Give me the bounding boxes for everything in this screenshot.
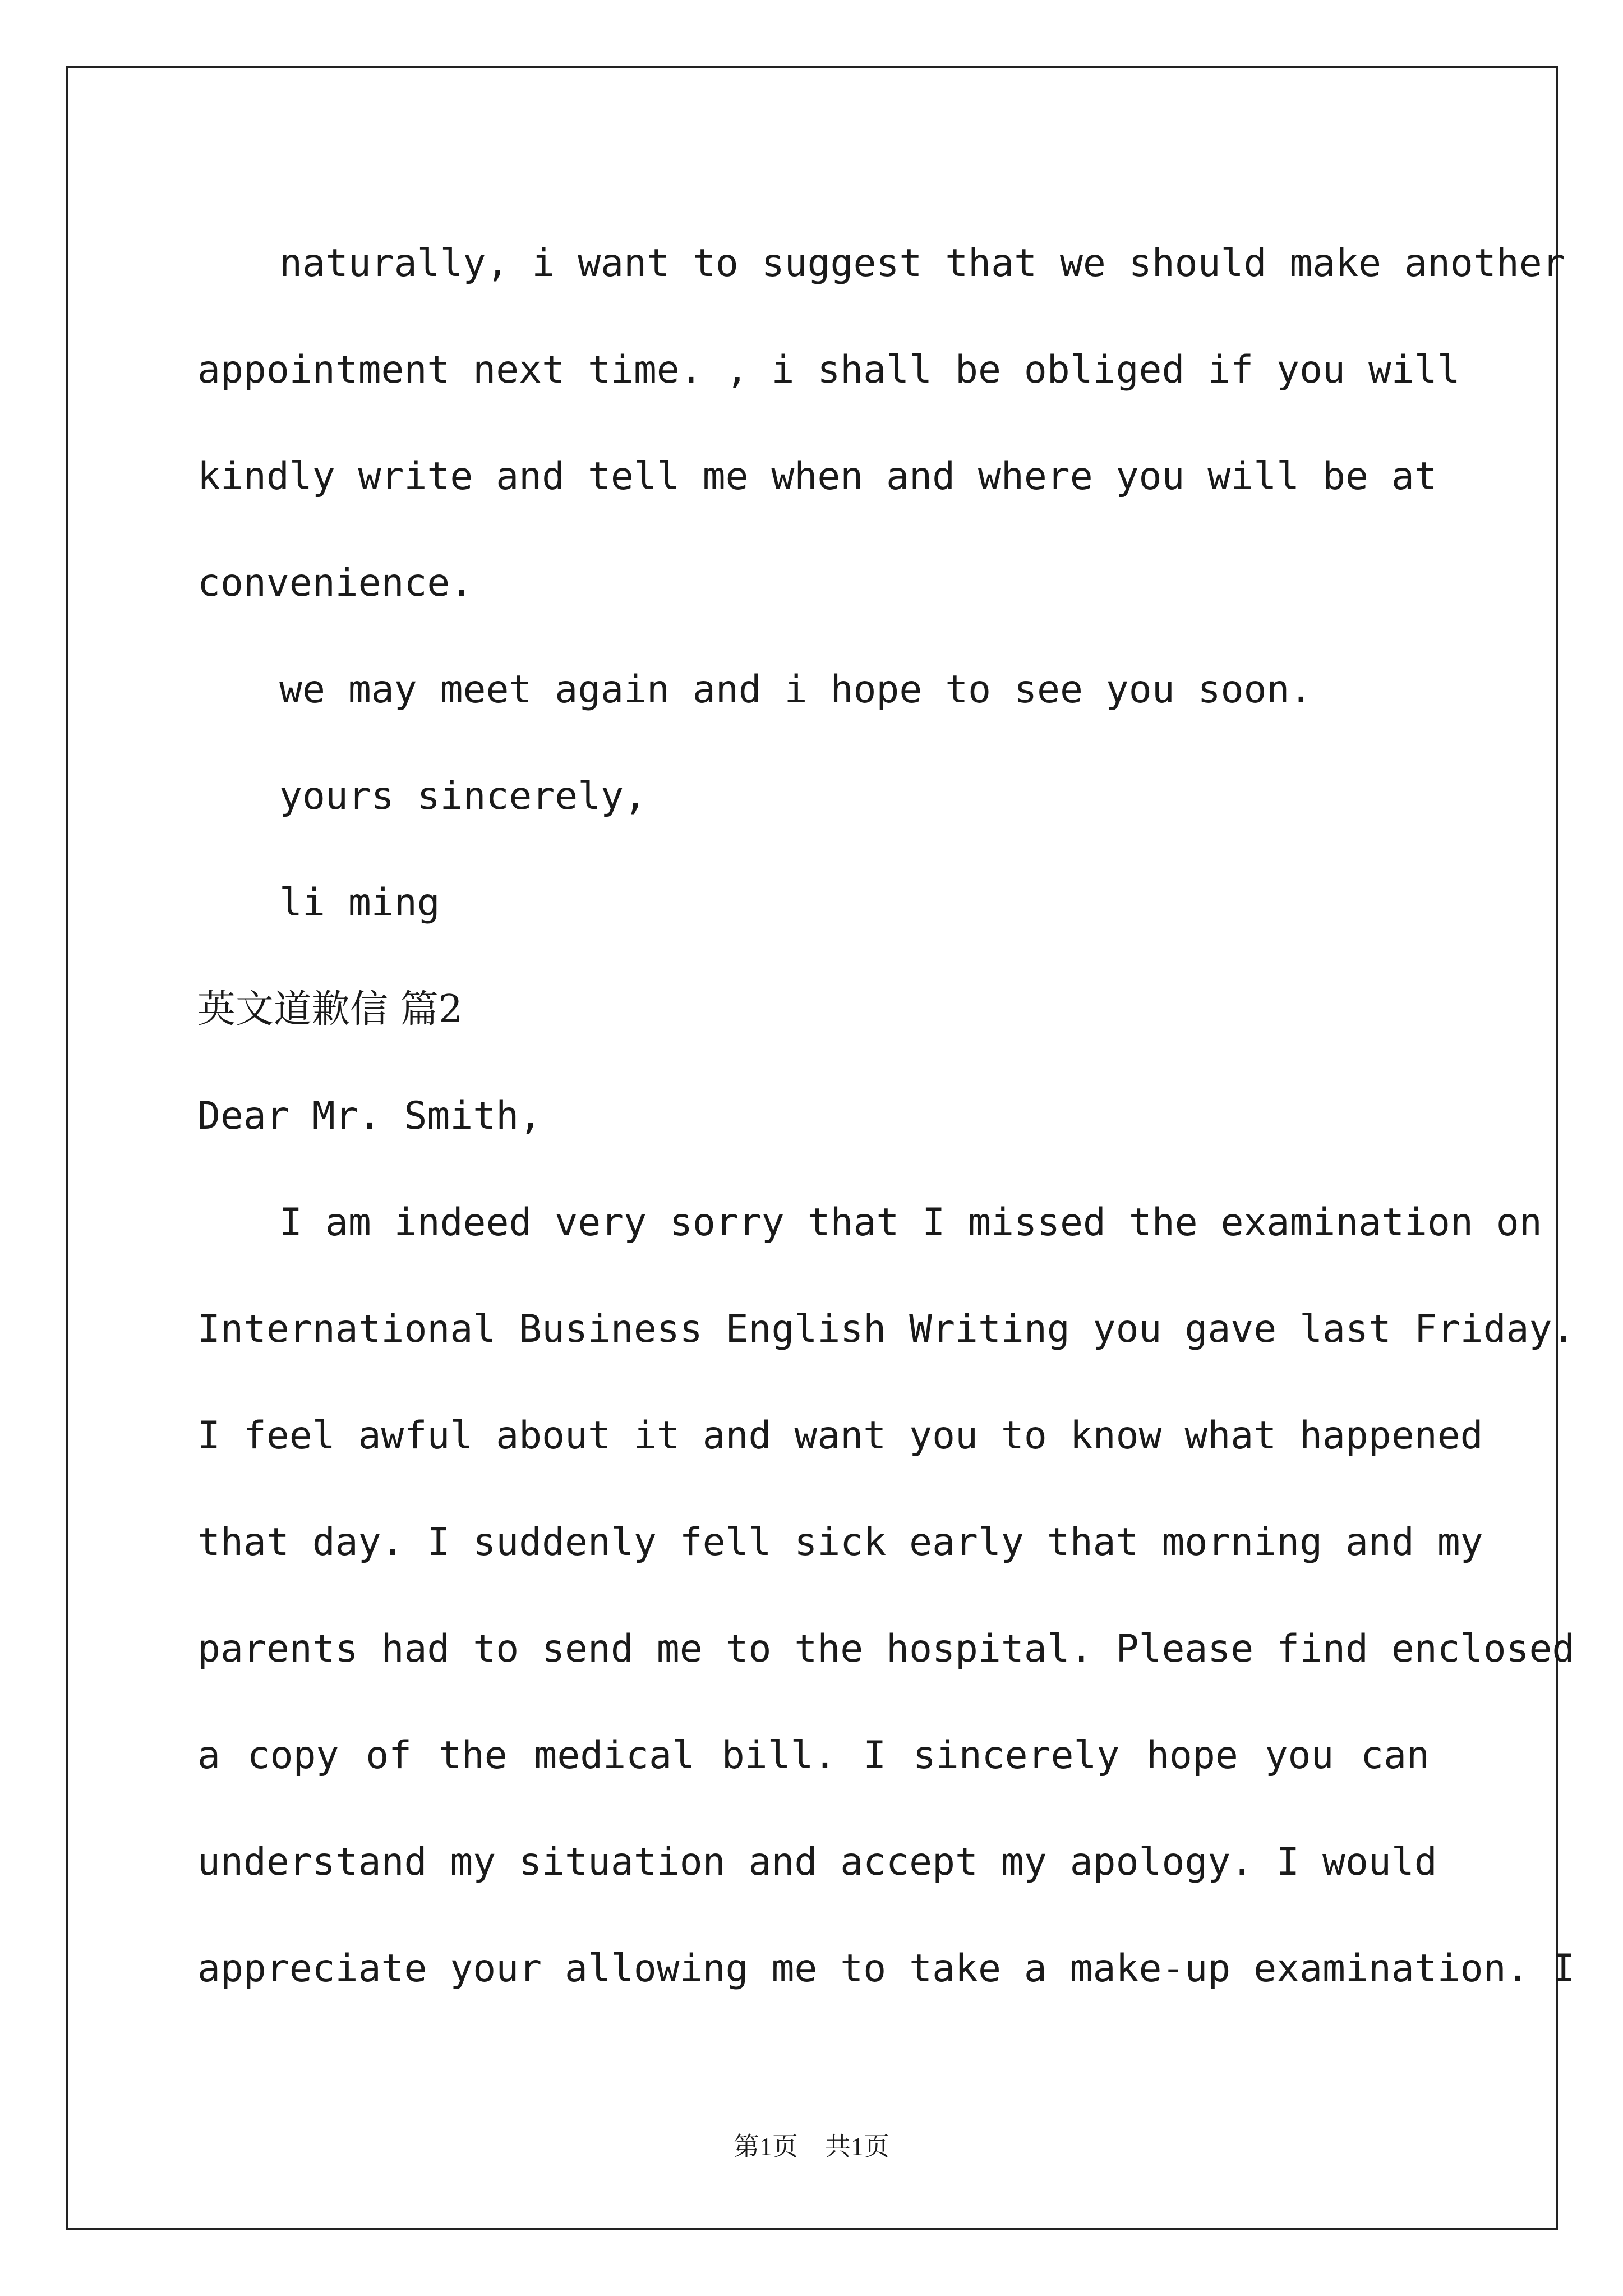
letter1-signature: li ming bbox=[279, 881, 440, 925]
page-footer bbox=[0, 2126, 1623, 2163]
section-heading: 英文道歉信 篇2 bbox=[197, 987, 463, 1032]
letter2-body-line: that day. I suddenly fell sick early that morning and my bbox=[197, 1520, 1483, 1565]
letter1-para1-line: kindly write and tell me when and where you will be at bbox=[197, 454, 1437, 499]
letter1-closing: yours sincerely, bbox=[279, 774, 647, 818]
page-number-current: 第1页 bbox=[734, 2132, 798, 2161]
letter2-body-line: parents had to send me to the hospital. Please find enclosed bbox=[197, 1627, 1575, 1671]
page-number-total: 共1页 bbox=[825, 2132, 889, 2161]
letter2-salutation: Dear Mr. Smith, bbox=[197, 1094, 542, 1138]
letter2-body-line: International Business English Writing you gave last Friday. bbox=[197, 1307, 1575, 1351]
letter2-body-line: appreciate your allowing me to take a make-up examination. I bbox=[197, 1947, 1575, 1991]
letter2-body-line: understand my situation and accept my apology. I would bbox=[197, 1840, 1437, 1884]
letter2-body-line: a copy of the medical bill. I sincerely hope you can bbox=[197, 1733, 1430, 1778]
letter1-para2: we may meet again and i hope to see you soon. bbox=[279, 668, 1313, 712]
letter2-body-line: I am indeed very sorry that I missed the examination on bbox=[279, 1200, 1542, 1245]
letter1-para1-line: appointment next time. , i shall be obliged if you will bbox=[197, 348, 1460, 392]
letter1-para1-line: naturally, i want to suggest that we should make another bbox=[279, 241, 1565, 286]
letter2-body-line: I feel awful about it and want you to know what happened bbox=[197, 1414, 1483, 1458]
document-body bbox=[197, 210, 1575, 2022]
letter1-para1-line: convenience. bbox=[197, 561, 473, 605]
